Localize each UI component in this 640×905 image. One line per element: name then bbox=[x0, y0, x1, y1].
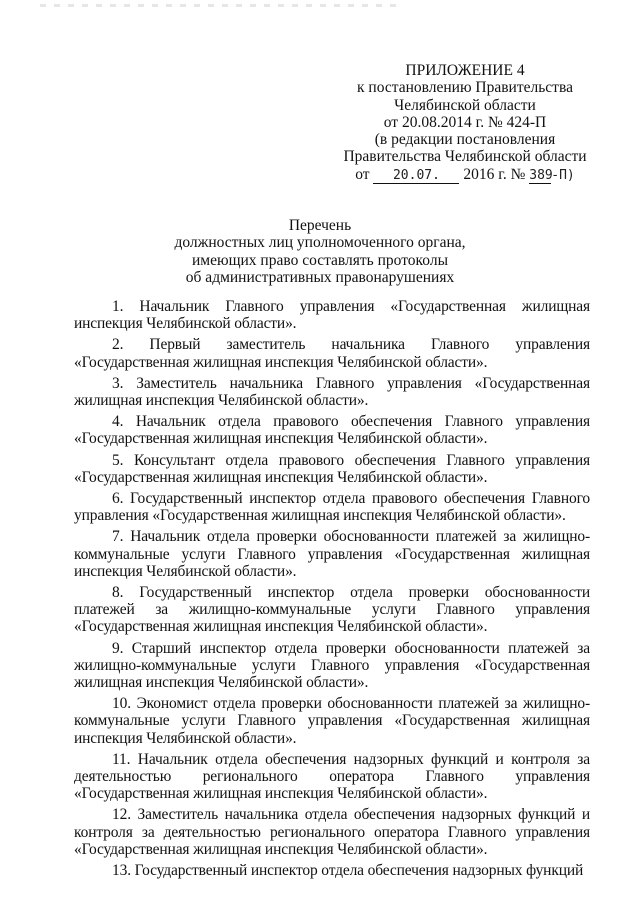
list-item: 4. Начальник отдела правового обеспечения Главного управления «Государственная жилищная инспекция Челябинской области». bbox=[74, 413, 590, 448]
list-item: 3. Заместитель начальника Главного управления «Государственная жилищная инспекция Челябинской области». bbox=[74, 374, 590, 410]
number-suffix: -П) bbox=[551, 167, 575, 183]
list-item: 9. Старший инспектор отдела проверки обоснованности платежей за жилищно-коммунальные услуги Главного управления «Государственная жилищная инспекция Челябинской области». bbox=[74, 639, 590, 692]
list-item: 8. Государственный инспектор отдела проверки обоснованности платежей за жилищно-коммунальные услуги Главного управления «Государственная жилищная инспекция Челябинской области». bbox=[74, 584, 590, 636]
appendix-amendment-line bbox=[340, 166, 590, 184]
appendix-year: 2016 г. № bbox=[463, 165, 526, 183]
title-line: имеющих право составлять протоколы bbox=[192, 251, 448, 269]
appendix-line: к постановлению Правительства bbox=[357, 79, 573, 97]
appendix-line: от 20.08.2014 г. № 424-П bbox=[383, 113, 547, 131]
list-item: 7. Начальник отдела проверки обоснованности платежей за жилищно-коммунальные услуги Главного управления «Государственная жилищная инспекция Челябинской области». bbox=[74, 528, 590, 580]
list-item: 10. Экономист отдела проверки обоснованности платежей за жилищно-коммунальные услуги Главного управления «Государственная жилищная инспекция Челябинской области». bbox=[74, 695, 590, 747]
list-item: 6. Государственный инспектор отдела правового обеспечения Главного управления «Государственная жилищная инспекция Челябинской области». bbox=[74, 490, 590, 525]
appendix-line: (в редакции постановления bbox=[374, 131, 556, 149]
handwritten-date: 20.07. bbox=[373, 169, 459, 184]
title-line: Перечень bbox=[288, 217, 352, 234]
title-line: должностных лиц уполномоченного органа, bbox=[174, 234, 466, 252]
officials-list bbox=[74, 298, 590, 883]
handwritten-number: 389 bbox=[529, 167, 553, 183]
appendix-line: Челябинской области bbox=[394, 96, 536, 114]
list-item: 5. Консультант отдела правового обеспечения Главного управления «Государственная жилищная инспекция Челябинской области». bbox=[74, 451, 590, 486]
scan-artifact bbox=[40, 4, 400, 7]
title-line: об административных правонарушениях bbox=[185, 268, 455, 286]
appendix-ot: от bbox=[355, 165, 370, 183]
document-title bbox=[100, 217, 540, 286]
list-item: 12. Заместитель начальника отдела обеспечения надзорных функций и контроля за деятельностью регионального оператора Главного управления «Государственная жилищная инспекция Челябинской области». bbox=[74, 806, 590, 858]
list-item: 13. Государственный инспектор отдела обеспечения надзорных функций bbox=[112, 862, 584, 880]
list-item: 1. Начальник Главного управления «Государственная жилищная инспекция Челябинской области». bbox=[74, 298, 590, 333]
appendix-title: ПРИЛОЖЕНИЕ 4 bbox=[405, 62, 525, 79]
appendix-line: Правительства Челябинской области bbox=[343, 148, 587, 166]
list-item: 11. Начальник отдела обеспечения надзорных функций и контроля за деятельностью регионального оператора Главного управления «Государственная жилищная инспекция Челябинской области». bbox=[74, 750, 590, 803]
list-item: 2. Первый заместитель начальника Главного управления «Государственная жилищная инспекция Челябинской области». bbox=[74, 336, 590, 371]
appendix-header bbox=[340, 62, 590, 184]
